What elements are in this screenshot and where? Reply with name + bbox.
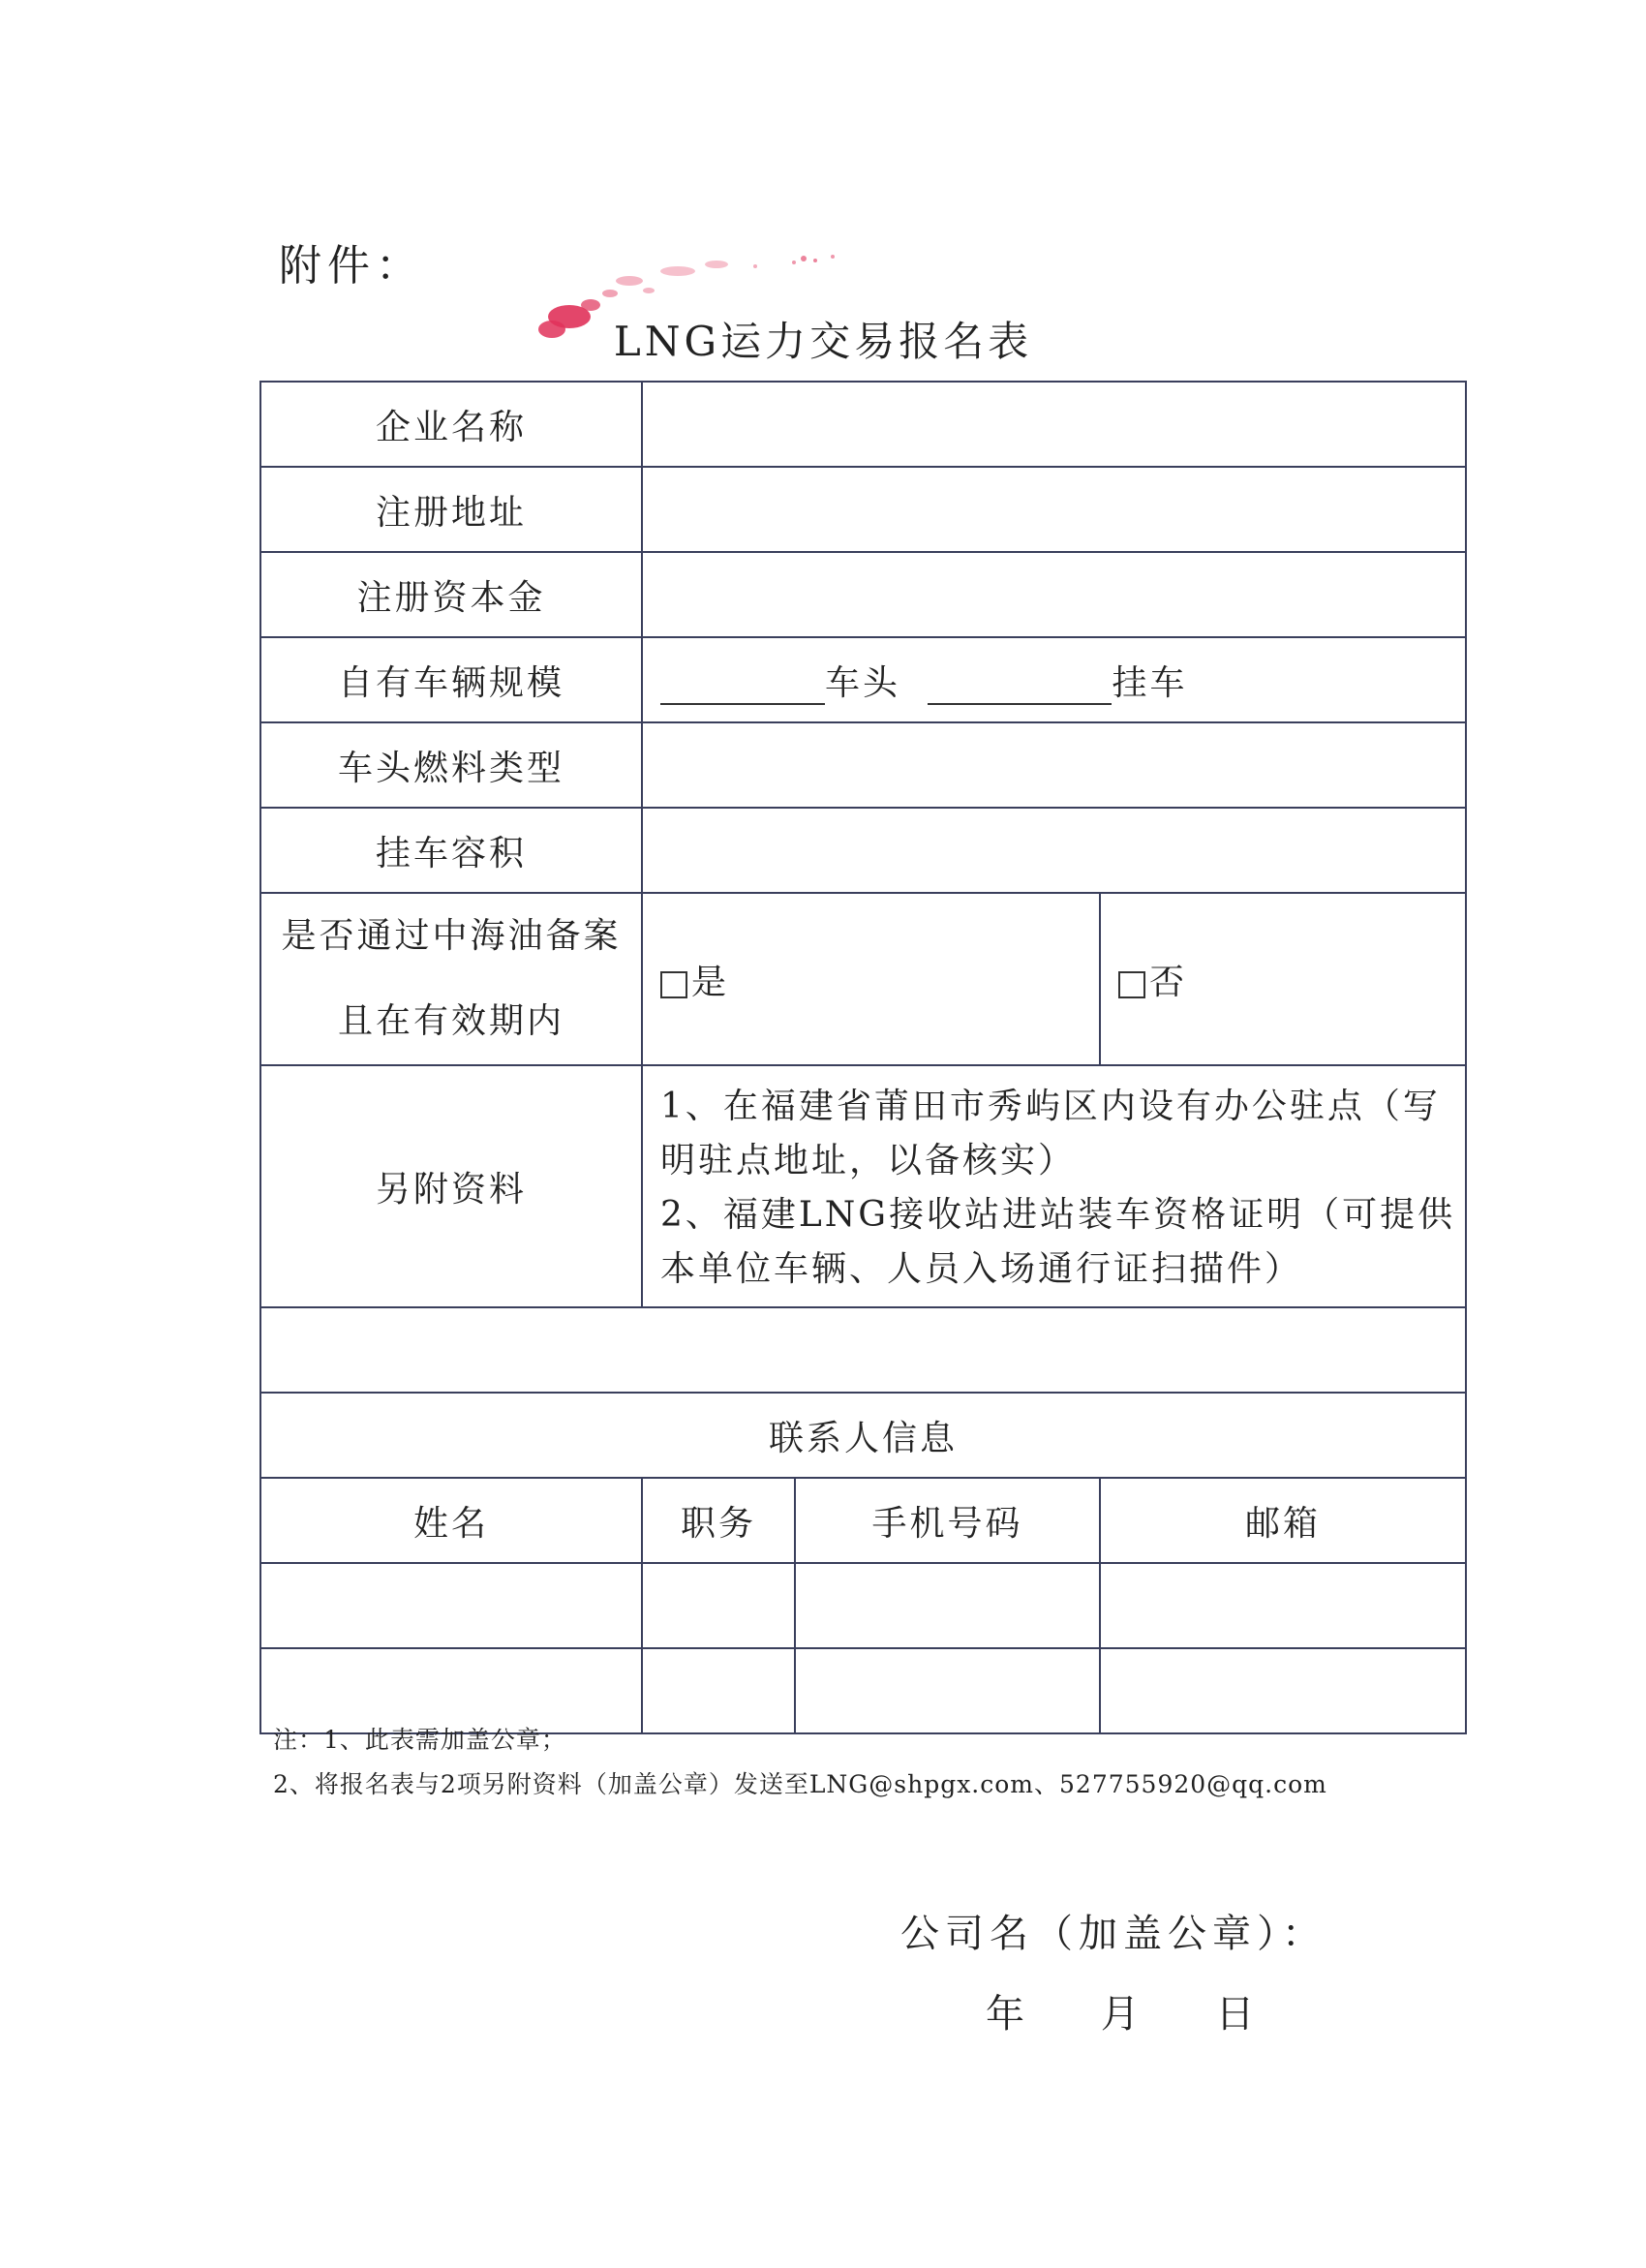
form-title: LNG运力交易报名表 (613, 318, 1033, 365)
table-row (260, 1478, 1466, 1563)
contact-email-cell[interactable] (1100, 1563, 1466, 1648)
attachment-line: 1、在福建省莆田市秀屿区内设有办公驻点（写 (660, 1087, 1441, 1126)
table-row (260, 722, 1466, 808)
tractor-fuel-field[interactable] (642, 722, 1466, 808)
attachment-line: 本单位车辆、人员入场通行证扫描件） (660, 1249, 1303, 1289)
registered-capital-field[interactable] (642, 552, 1466, 637)
tractor-unit: 车头 (825, 662, 901, 703)
trailer-count-blank[interactable] (928, 666, 1112, 705)
contact-section-title: 联系人信息 (260, 1393, 1466, 1478)
contact-position-cell[interactable] (642, 1563, 795, 1648)
contact-mobile-cell[interactable] (795, 1563, 1100, 1648)
table-row (260, 1307, 1466, 1393)
vehicle-scale-field (642, 637, 1466, 722)
vehicle-scale-label: 自有车辆规模 (260, 637, 642, 722)
year-label: 年 (986, 1992, 1024, 2037)
registered-capital-label: 注册资本金 (260, 552, 642, 637)
registered-address-label: 注册地址 (260, 467, 642, 552)
no-checkbox[interactable] (1118, 971, 1145, 998)
attachments-label: 另附资料 (260, 1065, 642, 1307)
no-label: 否 (1149, 962, 1188, 1002)
blank-row[interactable] (260, 1307, 1466, 1393)
attachments-list (642, 1065, 1466, 1307)
column-header-email: 邮箱 (1100, 1478, 1466, 1563)
yes-option[interactable] (642, 893, 1100, 1065)
cnooc-record-label (260, 893, 642, 1065)
trailer-volume-field[interactable] (642, 808, 1466, 893)
trailer-volume-label: 挂车容积 (260, 808, 642, 893)
registered-address-field[interactable] (642, 467, 1466, 552)
cnooc-record-label-line2: 且在有效期内 (337, 1001, 564, 1041)
table-row (260, 467, 1466, 552)
attachment-line: 2、福建LNG接收站进站装车资格证明（可提供 (660, 1195, 1456, 1235)
contact-name-cell[interactable] (260, 1563, 642, 1648)
month-label: 月 (1100, 1992, 1140, 2037)
table-row (260, 1563, 1466, 1648)
cnooc-record-label-line1: 是否通过中海油备案 (281, 916, 622, 956)
registration-table (259, 381, 1467, 1734)
table-row (260, 637, 1466, 722)
tractor-fuel-label: 车头燃料类型 (260, 722, 642, 808)
attachment-line: 明驻点地址，以备核实） (660, 1141, 1077, 1180)
company-name-field[interactable] (642, 382, 1466, 467)
table-row (260, 382, 1466, 467)
company-name-label: 企业名称 (260, 382, 642, 467)
yes-checkbox[interactable] (660, 971, 687, 998)
company-signature-label: 公司名（加盖公章）： (900, 1912, 1326, 1956)
table-row (260, 1393, 1466, 1478)
yes-label: 是 (691, 962, 730, 1002)
column-header-position: 职务 (642, 1478, 795, 1563)
note-line: 2、将报名表与2项另附资料（加盖公章）发送至LNG@shpgx.com、527755920@qq.com (273, 1770, 1327, 1798)
note-line: 注：1、此表需加盖公章； (273, 1726, 566, 1754)
attachment-label: 附件： (279, 241, 424, 291)
column-header-name: 姓名 (260, 1478, 642, 1563)
table-row (260, 893, 1466, 1065)
table-row (260, 552, 1466, 637)
trailer-unit: 挂车 (1112, 662, 1188, 703)
tractor-count-blank[interactable] (660, 666, 825, 705)
table-row (260, 1065, 1466, 1307)
day-label: 日 (1215, 1992, 1255, 2037)
notes (273, 1718, 1327, 1807)
column-header-mobile: 手机号码 (795, 1478, 1100, 1563)
signature-date (986, 1983, 1318, 2038)
table-row (260, 808, 1466, 893)
no-option[interactable] (1100, 893, 1466, 1065)
